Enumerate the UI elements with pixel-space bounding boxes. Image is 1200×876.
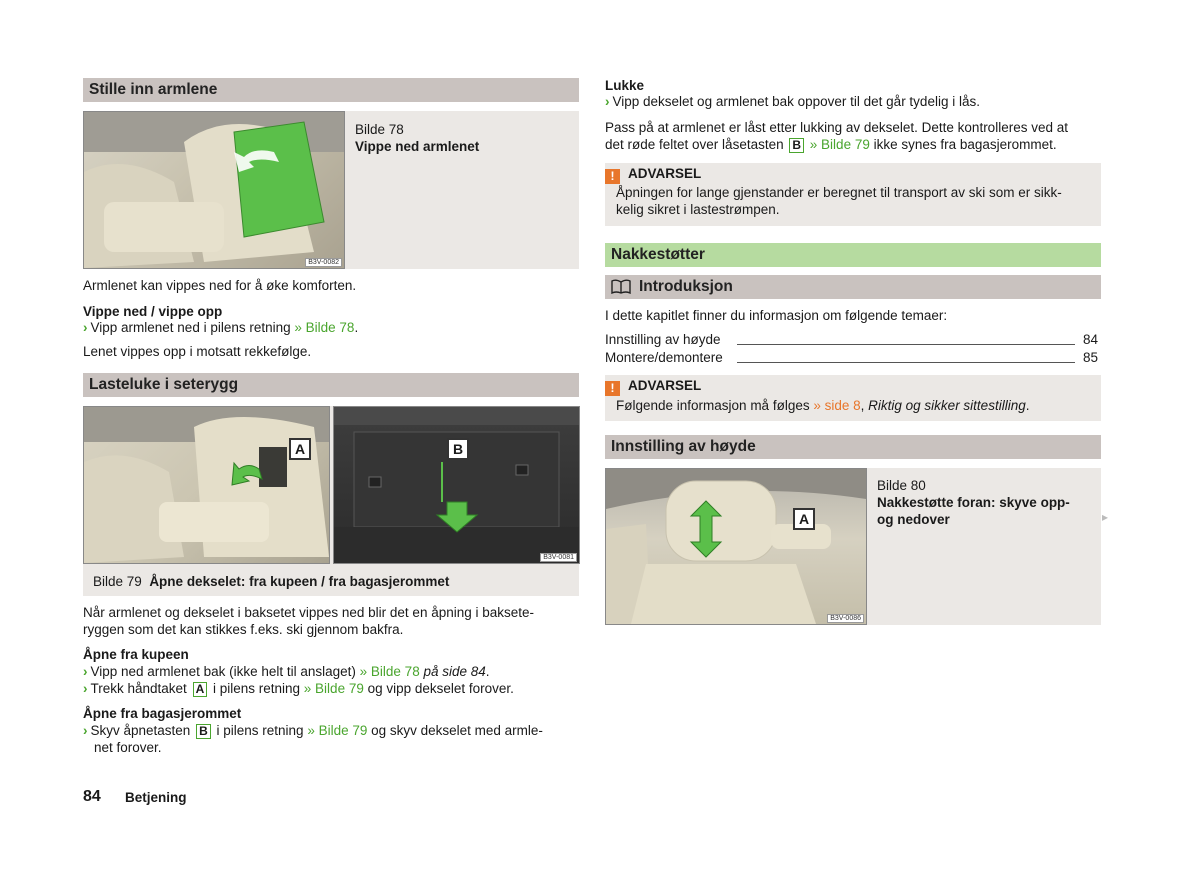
warning-title-ski: ! ADVARSEL [605, 165, 701, 184]
figure-80-title-line1: Nakkestøtte foran: skyve opp- [877, 495, 1070, 510]
warning-text-ski-1: Åpningen for lange gjenstander er beregnet til transport av ski som er sikk- [616, 185, 1062, 200]
figure-79-caption: Bilde 79 Åpne dekselet: fra kupeen / fra bagasjerommet [93, 574, 450, 589]
figure-78-code: B3V-0082 [305, 258, 342, 267]
ref-bilde-79-link[interactable]: » Bilde 79 [303, 681, 364, 696]
subheading-vippe: Vippe ned / vippe opp [83, 304, 223, 319]
armlene-intro-text: Armlenet kan vippes ned for å øke komforten. [83, 278, 357, 293]
figure-80-number: Bilde 80 [877, 478, 926, 493]
section-header-lasteluke: Lasteluke i seterygg [83, 373, 579, 397]
figure-79-image-trunk [333, 406, 580, 564]
subheading-lukke: Lukke [605, 78, 645, 93]
key-b-badge: B [789, 138, 804, 153]
toc-label-1[interactable]: Innstilling av høyde [605, 332, 721, 347]
ref-bilde-78-link[interactable]: » Bilde 78 [359, 664, 420, 679]
section-header-introduksjon: Introduksjon [605, 275, 1101, 299]
figure-80-image [605, 468, 867, 625]
lasteluke-text-line2: ryggen som det kan stikkes f.eks. ski gjennom bakfra. [83, 622, 404, 637]
page-section-name: Betjening [125, 790, 187, 805]
ref-side-8-link[interactable]: » side 8 [813, 398, 861, 413]
lasteluke-text-line1: Når armlenet og dekselet i baksetet vippes ned blir det en åpning i baksete- [83, 605, 535, 620]
toc-label-2[interactable]: Montere/demontere [605, 350, 723, 365]
figure-80-title-line2: og nedover [877, 512, 950, 527]
next-page-marker-icon: ▸ [1102, 510, 1109, 524]
ref-bilde-79-link[interactable]: » Bilde 79 [809, 137, 870, 152]
step-arrow-icon: › [605, 94, 610, 109]
key-b-badge: B [196, 724, 211, 739]
subheading-kupeen: Åpne fra kupeen [83, 647, 189, 662]
step-kupeen-2: › Trekk håndtaket A i pilens retning » Bilde 79 og vipp dekselet forover. [83, 681, 514, 696]
section-header-innstilling: Innstilling av høyde [605, 435, 1101, 459]
figure-78-image [83, 111, 345, 269]
warning-icon: ! [605, 381, 620, 396]
step-vippe-ned: › Vipp armlenet ned i pilens retning » Bilde 78. [83, 320, 359, 335]
warning-text-sitting: Følgende informasjon må følges » side 8, Riktig og sikker sittestilling. [616, 398, 1030, 413]
warning-text-ski-2: kelig sikret i lastestrømpen. [616, 202, 780, 217]
figure-80-tag-a: A [793, 508, 815, 530]
ref-bilde-79-link[interactable]: » Bilde 79 [307, 723, 368, 738]
section-header-armlene: Stille inn armlene [83, 78, 579, 102]
figure-78-number: Bilde 78 [355, 122, 404, 137]
lukke-text-line1: Pass på at armlenet er låst etter lukking av dekselet. Dette kontrolleres ved at [605, 120, 1068, 135]
step-bagasjerommet-cont: net forover. [94, 740, 162, 755]
toc-leader-2 [737, 362, 1075, 363]
step-kupeen-1: › Vipp ned armlenet bak (ikke helt til anslaget) » Bilde 78 på side 84. [83, 664, 490, 679]
subheading-bagasjerommet: Åpne fra bagasjerommet [83, 706, 242, 721]
lenet-text: Lenet vippes opp i motsatt rekkefølge. [83, 344, 312, 359]
step-arrow-icon: › [83, 320, 88, 335]
figure-79-image-cabin [83, 406, 330, 564]
step-arrow-icon: › [83, 681, 88, 696]
step-arrow-icon: › [83, 723, 88, 738]
figure-79-tag-a: A [289, 438, 311, 460]
warning-title-sitting: ! ADVARSEL [605, 377, 701, 396]
toc-page-1: 84 [1083, 332, 1099, 347]
step-bagasjerommet: › Skyv åpnetasten B i pilens retning » Bilde 79 og skyv dekselet med armle- [83, 723, 543, 738]
toc-leader-1 [737, 344, 1075, 345]
figure-80-code: B3V-0086 [827, 614, 864, 623]
figure-78-title: Vippe ned armlenet [355, 139, 480, 154]
step-arrow-icon: › [83, 664, 88, 679]
lukke-text-line2: det røde feltet over låsetasten B » Bilde 79 ikke synes fra bagasjerommet. [605, 137, 1057, 152]
section-header-nakkestotter: Nakkestøtter [605, 243, 1101, 267]
ref-bilde-78-link[interactable]: » Bilde 78 [294, 320, 355, 335]
key-a-badge: A [193, 682, 208, 697]
intro-text: I dette kapitlet finner du informasjon om følgende temaer: [605, 308, 948, 323]
toc-page-2: 85 [1083, 350, 1099, 365]
warning-icon: ! [605, 169, 620, 184]
book-icon [611, 278, 631, 302]
figure-79-tag-b: B [447, 438, 469, 460]
step-lukke: › Vipp dekselet og armlenet bak oppover til det går tydelig i lås. [605, 94, 980, 109]
figure-79-code: B3V-0081 [540, 553, 577, 562]
page-number: 84 [83, 788, 101, 805]
